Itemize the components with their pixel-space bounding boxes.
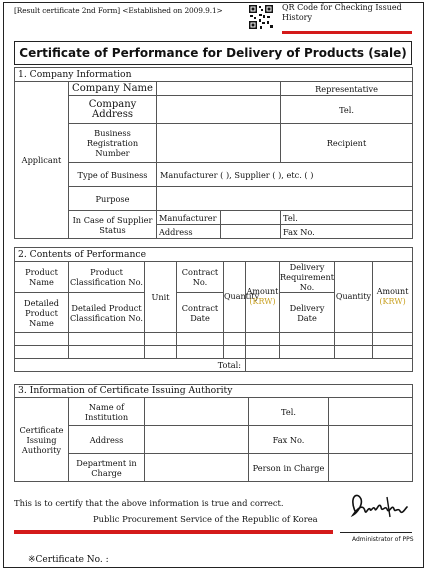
signature-image xyxy=(343,487,411,525)
product-name-label: Product Name xyxy=(15,262,69,293)
detailed-class-no-label: Detailed Product Classification No. xyxy=(69,293,145,333)
authority-tel-label: Tel. xyxy=(249,398,329,426)
qr-code-icon xyxy=(248,4,274,30)
representative-label: Representative xyxy=(281,82,413,96)
manufacturer-field[interactable] xyxy=(221,211,281,225)
form-note: [Result certificate 2nd Form] <Established on 2009.9.1> xyxy=(14,6,223,15)
section-heading: 1. Company Information xyxy=(15,68,413,82)
certify-statement: This is to certify that the above information is true and correct. xyxy=(14,498,284,508)
supplier-status-label: In Case of Supplier Status xyxy=(69,211,157,239)
address-label: Address xyxy=(157,225,221,239)
purpose-label: Purpose xyxy=(69,187,157,211)
contract-date-label: Contract Date xyxy=(177,293,224,333)
department-label: Department in Charge xyxy=(69,454,145,482)
signer-title: Administrator of PPS xyxy=(352,536,414,543)
qr-caption: QR Code for Checking Issued History xyxy=(282,3,402,22)
person-label: Person in Charge xyxy=(249,454,329,482)
authority-fax-label: Fax No. xyxy=(249,426,329,454)
purpose-field[interactable] xyxy=(157,187,413,211)
type-of-business-label: Type of Business xyxy=(69,163,157,187)
company-info-table xyxy=(14,67,413,239)
company-address-label: Company Address xyxy=(69,96,157,124)
institution-field[interactable] xyxy=(145,398,249,426)
section-heading: 3. Information of Certificate Issuing Authority xyxy=(15,385,413,398)
manufacturer-label: Manufacturer xyxy=(157,211,221,225)
unit-label: Unit xyxy=(145,262,177,333)
authority-fax-field[interactable] xyxy=(329,426,413,454)
krw-unit: (KRW) xyxy=(249,297,276,306)
signature-line xyxy=(340,532,412,533)
amount2-text: Amount xyxy=(376,287,409,296)
amount-text: Amount xyxy=(246,287,279,296)
amount2-label xyxy=(373,262,413,333)
page-title: Certificate of Performance for Delivery of Products (sale) xyxy=(14,41,412,65)
fax-label: Fax No. xyxy=(281,225,413,239)
recipient-label: Recipient xyxy=(281,124,413,163)
red-accent-bar xyxy=(282,31,412,34)
delivery-date-label: Delivery Date xyxy=(280,293,335,333)
detailed-product-name-label: Detailed Product Name xyxy=(15,293,69,333)
certificate-number: ※Certificate No. : xyxy=(28,555,109,565)
amount-label xyxy=(246,262,280,333)
person-field[interactable] xyxy=(329,454,413,482)
total-field[interactable] xyxy=(246,359,413,372)
applicant-label: Applicant xyxy=(15,82,69,239)
tel-label: Tel. xyxy=(281,96,413,124)
address-field[interactable] xyxy=(221,225,281,239)
authority-table xyxy=(14,384,413,482)
company-name-field[interactable] xyxy=(157,82,281,96)
issuer-name: Public Procurement Service of the Republic of Korea xyxy=(93,514,318,524)
krw2-unit: (KRW) xyxy=(379,297,406,306)
business-reg-label: Business Registration Number xyxy=(69,124,157,163)
company-address-field[interactable] xyxy=(157,96,281,124)
department-field[interactable] xyxy=(145,454,249,482)
business-type-options: Manufacturer ( ), Supplier ( ), etc. ( ) xyxy=(157,163,413,187)
table-row xyxy=(15,346,413,359)
company-name-label: Company Name xyxy=(69,82,157,96)
product-class-no-label: Product Classification No. xyxy=(69,262,145,293)
business-reg-field[interactable] xyxy=(157,124,281,163)
authority-address-field[interactable] xyxy=(145,426,249,454)
authority-label: Certificate Issuing Authority xyxy=(15,398,69,482)
performance-table xyxy=(14,247,413,372)
contract-no-label: Contract No. xyxy=(177,262,224,293)
table-row xyxy=(15,333,413,346)
authority-tel-field[interactable] xyxy=(329,398,413,426)
institution-label: Name of Institution xyxy=(69,398,145,426)
total-label: Total: xyxy=(15,359,246,372)
delivery-req-label: Delivery Requirement No. xyxy=(280,262,335,292)
red-accent-bar xyxy=(14,530,333,534)
quantity-label: Quantity xyxy=(224,262,246,333)
section-heading: 2. Contents of Performance xyxy=(15,248,413,262)
authority-address-label: Address xyxy=(69,426,145,454)
quantity2-label: Quantity xyxy=(335,262,373,333)
supplier-tel-label: Tel. xyxy=(281,211,413,225)
